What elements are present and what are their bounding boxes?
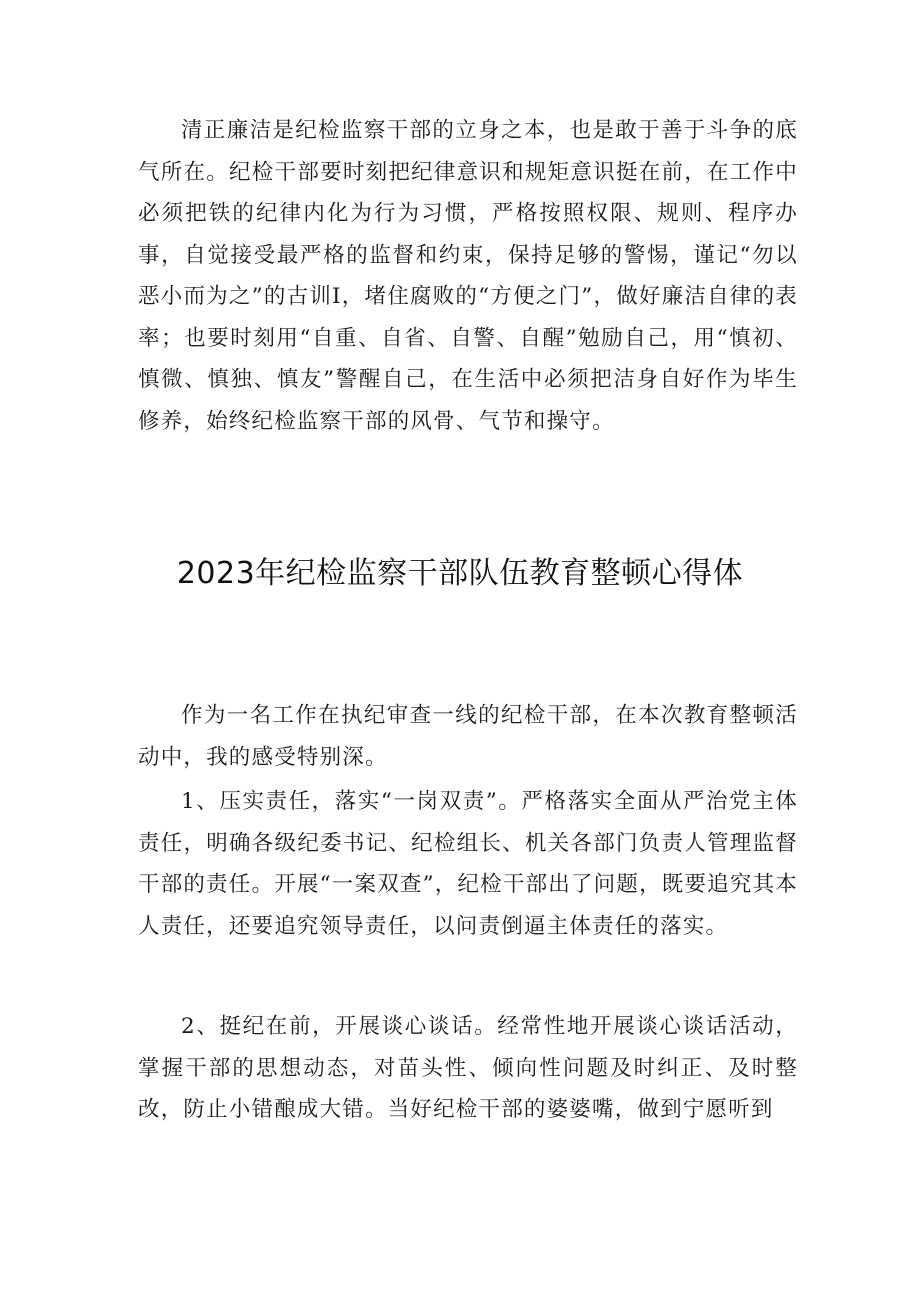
body-paragraph-integrity: 清正廉洁是纪检监察干部的立身之本，也是敢于善于斗争的底气所在。纪检干部要时刻把纪律意识和规矩意识挺在前，在工作中必须把铁的纪律内化为行为习惯，严格按照权限、规则、程序办事，自觉接受最严格的监督和约束，保持足够的警惕，谨记“勿以恶小而为之”的古训I，堵住腐败的“方便之门”，做好廉洁自律的表率；也要时刻用“自重、自省、自警、自醒”勉励自己，用“慎初、慎微、慎独、慎友”警醒自己，在生活中必须把洁身自好作为毕生修养，始终纪检监察干部的风骨、气节和操守。 — [138, 118, 798, 434]
document-title: 2023年纪检监察干部队伍教育整顿心得体 — [176, 556, 744, 591]
body-paragraph-point-1: 1、压实责任，落实“一岗双责”。严格落实全面从严治党主体责任，明确各级纪委书记、纪检组长、机关各部门负责人管理监督干部的责任。开展“一案双查”，纪检干部出了问题，既要追究其本人责任，还要追究领导责任，以问责倒逼主体责任的落实。 — [138, 789, 798, 939]
body-paragraph-point-2: 2、挺纪在前，开展谈心谈话。经常性地开展谈心谈话活动，掌握干部的思想动态，对苗头性、倾向性问题及时纠正、及时整改，防止小错酿成大错。当好纪检干部的婆婆嘴，做到宁愿听到 — [138, 1014, 798, 1122]
body-paragraph-intro: 作为一名工作在执纪审查一线的纪检干部，在本次教育整顿活动中，我的感受特别深。 — [138, 703, 798, 770]
